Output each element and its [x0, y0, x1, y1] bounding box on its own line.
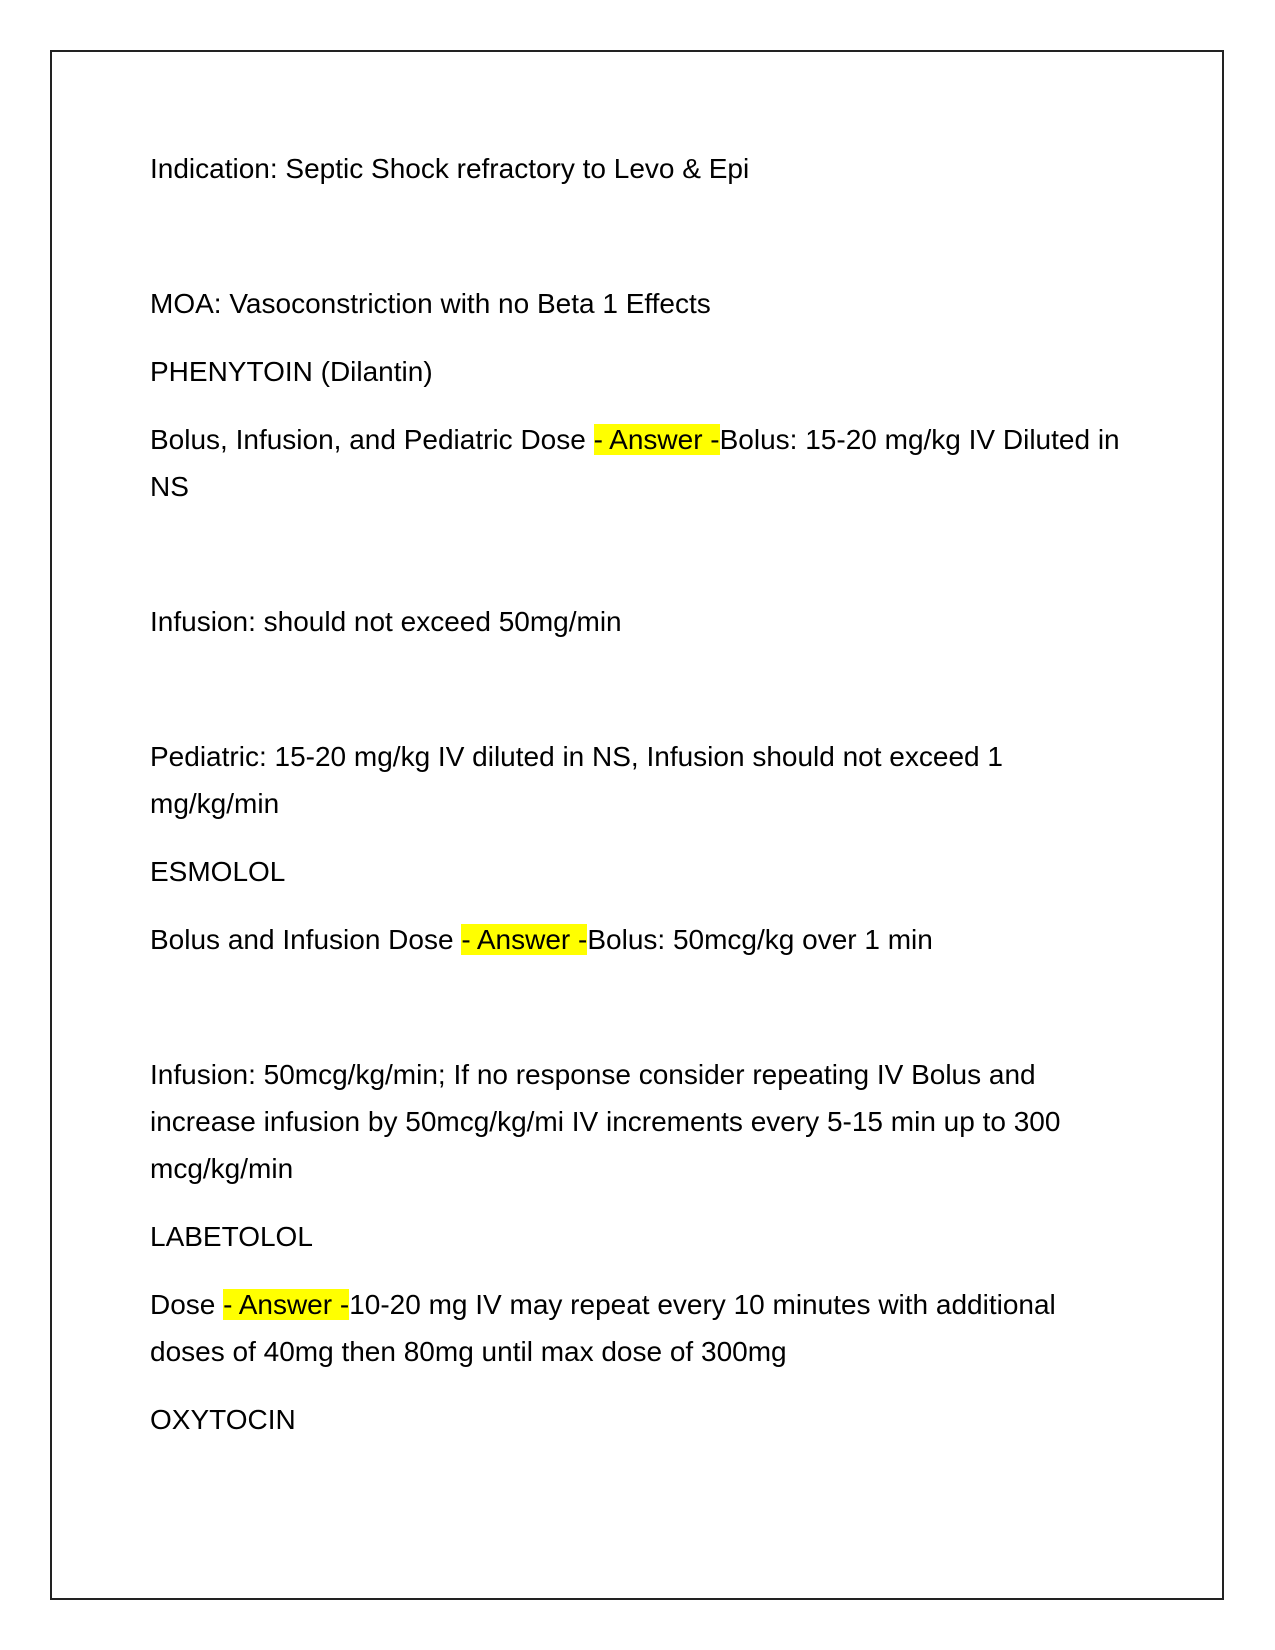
phenytoin-pediatric-text: Pediatric: 15-20 mg/kg IV diluted in NS, Infusion should not exceed 1 mg/kg/min — [150, 741, 1003, 819]
labetolol-question: Dose — [150, 1289, 224, 1320]
document-body — [150, 145, 1130, 1443]
phenytoin-infusion-text: Infusion: should not exceed 50mg/min — [150, 606, 622, 637]
phenytoin-bolus-answer: Bolus: 15-20 mg/kg IV Diluted in NS — [150, 424, 1120, 502]
labetolol-answer: 10-20 mg IV may repeat every 10 minutes with additional doses of 40mg then 80mg until max dose of 300mg — [150, 1289, 1056, 1367]
esmolol-infusion-text: Infusion: 50mcg/kg/min; If no response consider repeating IV Bolus and increase infusion by 50mcg/kg/mi IV increments every 5-15 min up to 300 mcg/kg/min — [150, 1059, 1061, 1184]
esmolol-question: Bolus and Infusion Dose — [150, 924, 462, 955]
answer-highlight: - Answer - — [223, 1289, 350, 1320]
oxytocin-heading: OXYTOCIN — [150, 1404, 296, 1435]
answer-highlight: - Answer - — [593, 424, 720, 455]
phenytoin-dose-paragraph — [150, 416, 1130, 510]
indication-text: Indication: Septic Shock refractory to Levo & Epi — [150, 153, 750, 184]
answer-highlight: - Answer - — [461, 924, 588, 955]
esmolol-dose-paragraph — [150, 916, 1130, 963]
labetolol-heading: LABETOLOL — [150, 1221, 313, 1252]
esmolol-heading: ESMOLOL — [150, 856, 286, 887]
labetolol-dose-paragraph — [150, 1281, 1130, 1375]
moa-text: MOA: Vasoconstriction with no Beta 1 Effects — [150, 288, 711, 319]
phenytoin-question: Bolus, Infusion, and Pediatric Dose — [150, 424, 594, 455]
esmolol-bolus-answer: Bolus: 50mcg/kg over 1 min — [587, 924, 933, 955]
phenytoin-heading: PHENYTOIN (Dilantin) — [150, 356, 433, 387]
